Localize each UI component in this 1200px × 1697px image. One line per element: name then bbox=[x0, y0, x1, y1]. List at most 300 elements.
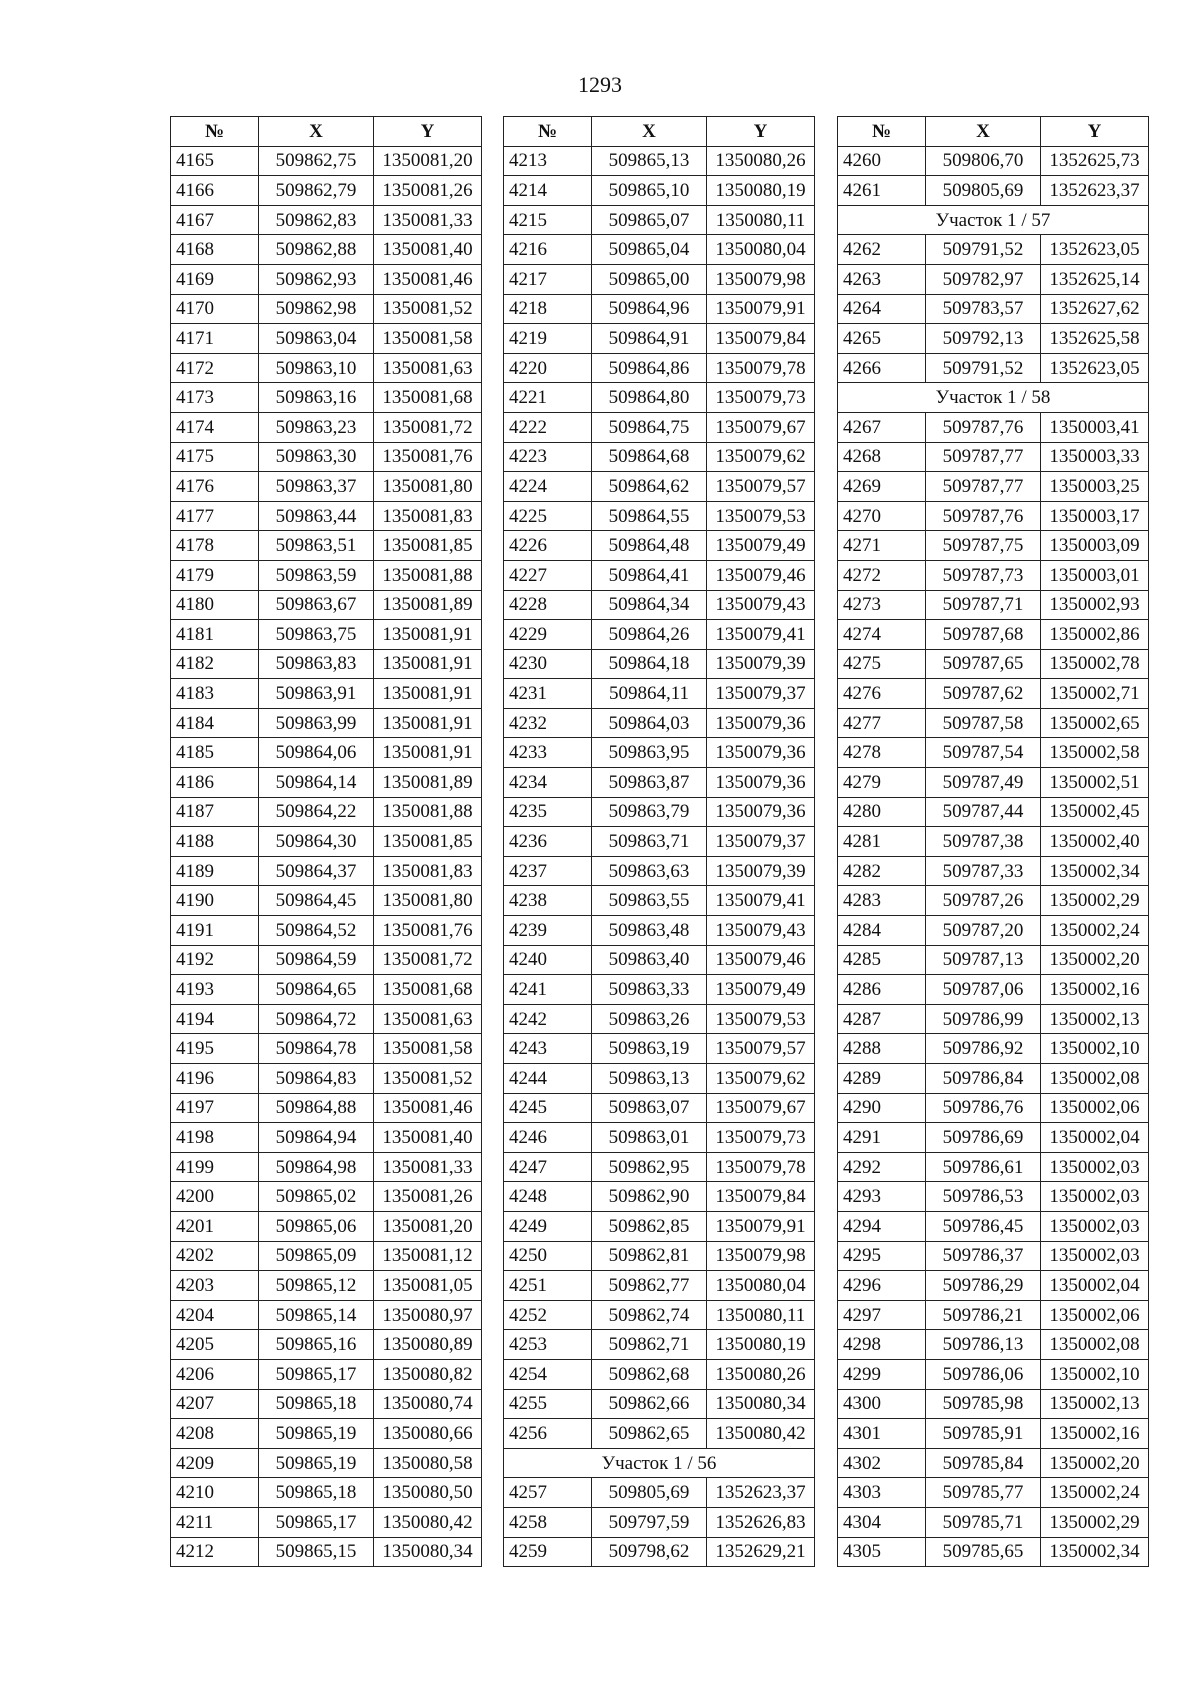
point-number: 4195 bbox=[171, 1034, 259, 1064]
point-number: 4183 bbox=[171, 679, 259, 709]
y-coordinate: 1350081,80 bbox=[374, 886, 482, 916]
x-coordinate: 509786,06 bbox=[926, 1359, 1041, 1389]
table-row bbox=[504, 1034, 815, 1064]
point-number: 4202 bbox=[171, 1241, 259, 1271]
table-row bbox=[504, 797, 815, 827]
table-row bbox=[504, 324, 815, 354]
point-number: 4277 bbox=[838, 708, 926, 738]
y-coordinate: 1350002,86 bbox=[1041, 620, 1149, 650]
point-number: 4258 bbox=[504, 1507, 592, 1537]
table-row bbox=[171, 886, 482, 916]
point-number: 4265 bbox=[838, 324, 926, 354]
y-coordinate: 1350002,20 bbox=[1041, 1448, 1149, 1478]
y-coordinate: 1350080,26 bbox=[707, 1359, 815, 1389]
table-row bbox=[838, 856, 1149, 886]
table-row bbox=[171, 531, 482, 561]
table-row bbox=[838, 1211, 1149, 1241]
x-coordinate: 509863,30 bbox=[259, 442, 374, 472]
point-number: 4172 bbox=[171, 353, 259, 383]
x-coordinate: 509865,10 bbox=[592, 176, 707, 206]
x-coordinate: 509863,59 bbox=[259, 560, 374, 590]
point-number: 4299 bbox=[838, 1359, 926, 1389]
y-coordinate: 1350081,52 bbox=[374, 294, 482, 324]
point-number: 4253 bbox=[504, 1330, 592, 1360]
point-number: 4217 bbox=[504, 264, 592, 294]
table-row bbox=[838, 1300, 1149, 1330]
x-coordinate: 509864,30 bbox=[259, 827, 374, 857]
table-row bbox=[504, 738, 815, 768]
x-coordinate: 509787,76 bbox=[926, 501, 1041, 531]
table-row bbox=[171, 1507, 482, 1537]
table-row bbox=[838, 1478, 1149, 1508]
x-coordinate: 509862,98 bbox=[259, 294, 374, 324]
table-row bbox=[504, 531, 815, 561]
y-coordinate: 1350081,91 bbox=[374, 679, 482, 709]
table-row bbox=[171, 1271, 482, 1301]
table-row bbox=[838, 353, 1149, 383]
y-coordinate: 1350079,62 bbox=[707, 1064, 815, 1094]
point-number: 4297 bbox=[838, 1300, 926, 1330]
x-coordinate: 509785,91 bbox=[926, 1419, 1041, 1449]
table-row bbox=[504, 945, 815, 975]
table-row bbox=[838, 1241, 1149, 1271]
point-number: 4249 bbox=[504, 1211, 592, 1241]
point-number: 4221 bbox=[504, 383, 592, 413]
y-coordinate: 1350002,65 bbox=[1041, 708, 1149, 738]
y-coordinate: 1350080,19 bbox=[707, 1330, 815, 1360]
x-coordinate: 509862,75 bbox=[259, 146, 374, 176]
x-coordinate: 509864,22 bbox=[259, 797, 374, 827]
point-number: 4241 bbox=[504, 975, 592, 1005]
table-row bbox=[838, 679, 1149, 709]
x-coordinate: 509864,98 bbox=[259, 1152, 374, 1182]
y-coordinate: 1350003,33 bbox=[1041, 442, 1149, 472]
x-coordinate: 509863,87 bbox=[592, 768, 707, 798]
point-number: 4273 bbox=[838, 590, 926, 620]
x-coordinate: 509864,65 bbox=[259, 975, 374, 1005]
x-coordinate: 509863,19 bbox=[592, 1034, 707, 1064]
point-number: 4275 bbox=[838, 649, 926, 679]
y-coordinate: 1350081,85 bbox=[374, 827, 482, 857]
point-number: 4289 bbox=[838, 1064, 926, 1094]
table-row bbox=[171, 1093, 482, 1123]
table-row bbox=[504, 1389, 815, 1419]
point-number: 4284 bbox=[838, 916, 926, 946]
y-coordinate: 1350079,46 bbox=[707, 945, 815, 975]
x-coordinate: 509805,69 bbox=[926, 176, 1041, 206]
x-coordinate: 509863,75 bbox=[259, 620, 374, 650]
y-coordinate: 1350079,37 bbox=[707, 679, 815, 709]
table-row bbox=[838, 620, 1149, 650]
y-coordinate: 1350002,03 bbox=[1041, 1241, 1149, 1271]
point-number: 4285 bbox=[838, 945, 926, 975]
table-row bbox=[171, 649, 482, 679]
x-coordinate: 509863,71 bbox=[592, 827, 707, 857]
point-number: 4295 bbox=[838, 1241, 926, 1271]
point-number: 4196 bbox=[171, 1064, 259, 1094]
point-number: 4194 bbox=[171, 1004, 259, 1034]
point-number: 4255 bbox=[504, 1389, 592, 1419]
point-number: 4257 bbox=[504, 1478, 592, 1508]
y-coordinate: 1350080,19 bbox=[707, 176, 815, 206]
y-coordinate: 1350002,93 bbox=[1041, 590, 1149, 620]
x-coordinate: 509864,26 bbox=[592, 620, 707, 650]
y-coordinate: 1350081,40 bbox=[374, 1123, 482, 1153]
point-number: 4210 bbox=[171, 1478, 259, 1508]
point-number: 4185 bbox=[171, 738, 259, 768]
point-number: 4167 bbox=[171, 205, 259, 235]
table-row bbox=[171, 324, 482, 354]
point-number: 4266 bbox=[838, 353, 926, 383]
x-coordinate: 509864,91 bbox=[592, 324, 707, 354]
y-coordinate: 1350079,49 bbox=[707, 531, 815, 561]
table-row bbox=[171, 560, 482, 590]
point-number: 4232 bbox=[504, 708, 592, 738]
point-number: 4165 bbox=[171, 146, 259, 176]
point-number: 4231 bbox=[504, 679, 592, 709]
table-row bbox=[171, 1389, 482, 1419]
point-number: 4287 bbox=[838, 1004, 926, 1034]
table-row bbox=[171, 1300, 482, 1330]
point-number: 4300 bbox=[838, 1389, 926, 1419]
y-coordinate: 1350080,74 bbox=[374, 1389, 482, 1419]
point-number: 4239 bbox=[504, 916, 592, 946]
table-row bbox=[838, 1271, 1149, 1301]
x-coordinate: 509786,84 bbox=[926, 1064, 1041, 1094]
point-number: 4283 bbox=[838, 886, 926, 916]
table-row bbox=[838, 916, 1149, 946]
table-row bbox=[171, 1537, 482, 1567]
point-number: 4177 bbox=[171, 501, 259, 531]
y-coordinate: 1350081,85 bbox=[374, 531, 482, 561]
y-coordinate: 1350079,73 bbox=[707, 383, 815, 413]
table-row bbox=[504, 975, 815, 1005]
table-row bbox=[838, 738, 1149, 768]
y-coordinate: 1350081,05 bbox=[374, 1271, 482, 1301]
table-row bbox=[504, 1004, 815, 1034]
table-row bbox=[504, 916, 815, 946]
point-number: 4238 bbox=[504, 886, 592, 916]
table-row bbox=[504, 827, 815, 857]
y-coordinate: 1350079,91 bbox=[707, 294, 815, 324]
y-coordinate: 1350080,42 bbox=[707, 1419, 815, 1449]
x-coordinate: 509786,45 bbox=[926, 1211, 1041, 1241]
y-coordinate: 1350081,52 bbox=[374, 1064, 482, 1094]
point-number: 4271 bbox=[838, 531, 926, 561]
point-number: 4247 bbox=[504, 1152, 592, 1182]
table-row bbox=[504, 1123, 815, 1153]
point-number: 4301 bbox=[838, 1419, 926, 1449]
point-number: 4251 bbox=[504, 1271, 592, 1301]
x-coordinate: 509787,20 bbox=[926, 916, 1041, 946]
y-coordinate: 1350002,16 bbox=[1041, 975, 1149, 1005]
y-coordinate: 1350081,80 bbox=[374, 472, 482, 502]
table-row bbox=[171, 590, 482, 620]
x-coordinate: 509865,07 bbox=[592, 205, 707, 235]
point-number: 4250 bbox=[504, 1241, 592, 1271]
point-number: 4293 bbox=[838, 1182, 926, 1212]
x-coordinate: 509785,65 bbox=[926, 1537, 1041, 1567]
y-coordinate: 1350081,91 bbox=[374, 649, 482, 679]
y-coordinate: 1352627,62 bbox=[1041, 294, 1149, 324]
point-number: 4216 bbox=[504, 235, 592, 265]
table-row bbox=[171, 708, 482, 738]
x-coordinate: 509864,11 bbox=[592, 679, 707, 709]
x-coordinate: 509865,02 bbox=[259, 1182, 374, 1212]
y-coordinate: 1350002,34 bbox=[1041, 856, 1149, 886]
x-coordinate: 509863,16 bbox=[259, 383, 374, 413]
table-row bbox=[171, 620, 482, 650]
y-coordinate: 1350079,39 bbox=[707, 649, 815, 679]
y-coordinate: 1350080,04 bbox=[707, 235, 815, 265]
point-number: 4218 bbox=[504, 294, 592, 324]
point-number: 4276 bbox=[838, 679, 926, 709]
point-number: 4171 bbox=[171, 324, 259, 354]
table-row bbox=[838, 945, 1149, 975]
x-coordinate: 509863,83 bbox=[259, 649, 374, 679]
table-row bbox=[838, 1182, 1149, 1212]
y-coordinate: 1350002,45 bbox=[1041, 797, 1149, 827]
point-number: 4192 bbox=[171, 945, 259, 975]
x-coordinate: 509786,99 bbox=[926, 1004, 1041, 1034]
x-coordinate: 509863,13 bbox=[592, 1064, 707, 1094]
point-number: 4272 bbox=[838, 560, 926, 590]
y-coordinate: 1350079,36 bbox=[707, 768, 815, 798]
y-coordinate: 1350081,91 bbox=[374, 738, 482, 768]
table-row bbox=[838, 176, 1149, 206]
y-coordinate: 1350003,01 bbox=[1041, 560, 1149, 590]
x-coordinate: 509862,77 bbox=[592, 1271, 707, 1301]
table-row bbox=[171, 442, 482, 472]
x-coordinate: 509863,79 bbox=[592, 797, 707, 827]
table-row bbox=[171, 797, 482, 827]
x-coordinate: 509786,92 bbox=[926, 1034, 1041, 1064]
y-coordinate: 1350081,83 bbox=[374, 501, 482, 531]
table-row bbox=[504, 146, 815, 176]
table-row bbox=[838, 1064, 1149, 1094]
table-row bbox=[171, 975, 482, 1005]
y-coordinate: 1350002,10 bbox=[1041, 1034, 1149, 1064]
table-row bbox=[171, 1241, 482, 1271]
point-number: 4209 bbox=[171, 1448, 259, 1478]
header-y: Y bbox=[1041, 117, 1149, 147]
y-coordinate: 1350002,13 bbox=[1041, 1004, 1149, 1034]
x-coordinate: 509863,23 bbox=[259, 412, 374, 442]
point-number: 4212 bbox=[171, 1537, 259, 1567]
y-coordinate: 1350002,34 bbox=[1041, 1537, 1149, 1567]
x-coordinate: 509864,34 bbox=[592, 590, 707, 620]
table-row bbox=[838, 1152, 1149, 1182]
x-coordinate: 509787,38 bbox=[926, 827, 1041, 857]
y-coordinate: 1350003,41 bbox=[1041, 412, 1149, 442]
y-coordinate: 1350002,78 bbox=[1041, 649, 1149, 679]
table-row bbox=[504, 1330, 815, 1360]
point-number: 4280 bbox=[838, 797, 926, 827]
header-row bbox=[171, 117, 482, 147]
x-coordinate: 509787,71 bbox=[926, 590, 1041, 620]
x-coordinate: 509864,03 bbox=[592, 708, 707, 738]
y-coordinate: 1350079,53 bbox=[707, 1004, 815, 1034]
x-coordinate: 509785,98 bbox=[926, 1389, 1041, 1419]
y-coordinate: 1350080,97 bbox=[374, 1300, 482, 1330]
point-number: 4270 bbox=[838, 501, 926, 531]
point-number: 4262 bbox=[838, 235, 926, 265]
point-number: 4190 bbox=[171, 886, 259, 916]
point-number: 4261 bbox=[838, 176, 926, 206]
table-row bbox=[838, 1359, 1149, 1389]
y-coordinate: 1350079,36 bbox=[707, 738, 815, 768]
table-row bbox=[504, 1241, 815, 1271]
x-coordinate: 509863,40 bbox=[592, 945, 707, 975]
table-row bbox=[838, 324, 1149, 354]
point-number: 4229 bbox=[504, 620, 592, 650]
table-row bbox=[171, 1478, 482, 1508]
table-row bbox=[838, 768, 1149, 798]
y-coordinate: 1350002,71 bbox=[1041, 679, 1149, 709]
y-coordinate: 1350003,09 bbox=[1041, 531, 1149, 561]
table-row bbox=[171, 856, 482, 886]
y-coordinate: 1350081,88 bbox=[374, 797, 482, 827]
point-number: 4267 bbox=[838, 412, 926, 442]
table-row bbox=[504, 1300, 815, 1330]
table-row bbox=[504, 768, 815, 798]
point-number: 4224 bbox=[504, 472, 592, 502]
table-row bbox=[504, 501, 815, 531]
y-coordinate: 1350080,04 bbox=[707, 1271, 815, 1301]
header-number: № bbox=[504, 117, 592, 147]
x-coordinate: 509786,13 bbox=[926, 1330, 1041, 1360]
table-row bbox=[171, 205, 482, 235]
y-coordinate: 1350079,73 bbox=[707, 1123, 815, 1153]
y-coordinate: 1350081,12 bbox=[374, 1241, 482, 1271]
y-coordinate: 1350081,76 bbox=[374, 442, 482, 472]
point-number: 4198 bbox=[171, 1123, 259, 1153]
y-coordinate: 1350081,58 bbox=[374, 324, 482, 354]
page-number: 1293 bbox=[578, 72, 622, 97]
table-row bbox=[838, 235, 1149, 265]
y-coordinate: 1350079,84 bbox=[707, 1182, 815, 1212]
y-coordinate: 1350079,91 bbox=[707, 1211, 815, 1241]
y-coordinate: 1350079,36 bbox=[707, 797, 815, 827]
y-coordinate: 1350081,68 bbox=[374, 975, 482, 1005]
y-coordinate: 1350002,24 bbox=[1041, 916, 1149, 946]
table-row bbox=[504, 1537, 815, 1567]
point-number: 4200 bbox=[171, 1182, 259, 1212]
point-number: 4170 bbox=[171, 294, 259, 324]
x-coordinate: 509865,09 bbox=[259, 1241, 374, 1271]
y-coordinate: 1350003,17 bbox=[1041, 501, 1149, 531]
header-x: X bbox=[259, 117, 374, 147]
table-row bbox=[504, 620, 815, 650]
y-coordinate: 1350002,08 bbox=[1041, 1064, 1149, 1094]
x-coordinate: 509865,13 bbox=[592, 146, 707, 176]
y-coordinate: 1350002,20 bbox=[1041, 945, 1149, 975]
table-row bbox=[504, 294, 815, 324]
x-coordinate: 509787,54 bbox=[926, 738, 1041, 768]
x-coordinate: 509862,93 bbox=[259, 264, 374, 294]
point-number: 4181 bbox=[171, 620, 259, 650]
point-number: 4222 bbox=[504, 412, 592, 442]
y-coordinate: 1350002,10 bbox=[1041, 1359, 1149, 1389]
point-number: 4176 bbox=[171, 472, 259, 502]
x-coordinate: 509864,18 bbox=[592, 649, 707, 679]
y-coordinate: 1350002,04 bbox=[1041, 1271, 1149, 1301]
x-coordinate: 509865,04 bbox=[592, 235, 707, 265]
point-number: 4294 bbox=[838, 1211, 926, 1241]
x-coordinate: 509864,88 bbox=[259, 1093, 374, 1123]
x-coordinate: 509862,66 bbox=[592, 1389, 707, 1419]
table-row bbox=[504, 264, 815, 294]
x-coordinate: 509865,12 bbox=[259, 1271, 374, 1301]
point-number: 4201 bbox=[171, 1211, 259, 1241]
point-number: 4246 bbox=[504, 1123, 592, 1153]
table-row bbox=[838, 827, 1149, 857]
table-row bbox=[504, 1271, 815, 1301]
table-row bbox=[504, 1507, 815, 1537]
point-number: 4281 bbox=[838, 827, 926, 857]
y-coordinate: 1350002,40 bbox=[1041, 827, 1149, 857]
y-coordinate: 1350079,57 bbox=[707, 472, 815, 502]
table-row bbox=[838, 975, 1149, 1005]
x-coordinate: 509865,18 bbox=[259, 1389, 374, 1419]
point-number: 4197 bbox=[171, 1093, 259, 1123]
table-row bbox=[838, 1093, 1149, 1123]
x-coordinate: 509787,49 bbox=[926, 768, 1041, 798]
y-coordinate: 1352625,14 bbox=[1041, 264, 1149, 294]
y-coordinate: 1352629,21 bbox=[707, 1537, 815, 1567]
point-number: 4263 bbox=[838, 264, 926, 294]
x-coordinate: 509786,76 bbox=[926, 1093, 1041, 1123]
point-number: 4245 bbox=[504, 1093, 592, 1123]
header-number: № bbox=[838, 117, 926, 147]
y-coordinate: 1350080,34 bbox=[707, 1389, 815, 1419]
header-number: № bbox=[171, 117, 259, 147]
y-coordinate: 1350079,98 bbox=[707, 264, 815, 294]
table-row bbox=[504, 205, 815, 235]
table-row bbox=[171, 916, 482, 946]
table-row bbox=[504, 590, 815, 620]
table-row bbox=[504, 383, 815, 413]
point-number: 4268 bbox=[838, 442, 926, 472]
table-row bbox=[838, 412, 1149, 442]
y-coordinate: 1350002,51 bbox=[1041, 768, 1149, 798]
y-coordinate: 1350002,24 bbox=[1041, 1478, 1149, 1508]
y-coordinate: 1350079,36 bbox=[707, 708, 815, 738]
y-coordinate: 1350003,25 bbox=[1041, 472, 1149, 502]
x-coordinate: 509863,04 bbox=[259, 324, 374, 354]
y-coordinate: 1350081,46 bbox=[374, 1093, 482, 1123]
point-number: 4187 bbox=[171, 797, 259, 827]
table-row bbox=[504, 1093, 815, 1123]
point-number: 4233 bbox=[504, 738, 592, 768]
x-coordinate: 509787,58 bbox=[926, 708, 1041, 738]
point-number: 4214 bbox=[504, 176, 592, 206]
table-row bbox=[838, 1448, 1149, 1478]
point-number: 4264 bbox=[838, 294, 926, 324]
x-coordinate: 509787,06 bbox=[926, 975, 1041, 1005]
x-coordinate: 509786,61 bbox=[926, 1152, 1041, 1182]
y-coordinate: 1350081,26 bbox=[374, 1182, 482, 1212]
table-row bbox=[504, 412, 815, 442]
point-number: 4226 bbox=[504, 531, 592, 561]
table-row bbox=[838, 146, 1149, 176]
table-row bbox=[504, 353, 815, 383]
point-number: 4296 bbox=[838, 1271, 926, 1301]
x-coordinate: 509864,06 bbox=[259, 738, 374, 768]
x-coordinate: 509863,67 bbox=[259, 590, 374, 620]
y-coordinate: 1350080,26 bbox=[707, 146, 815, 176]
y-coordinate: 1350079,78 bbox=[707, 353, 815, 383]
